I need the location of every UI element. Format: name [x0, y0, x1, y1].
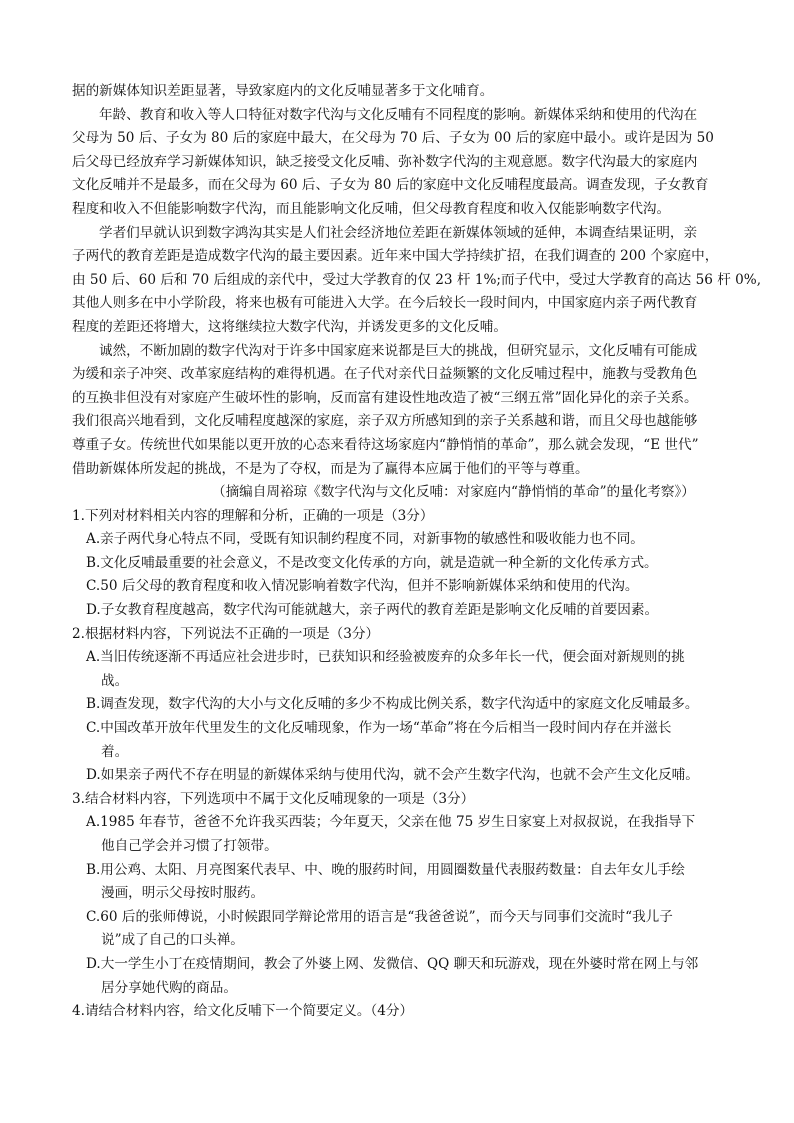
passage-line: 程度的差距还将增大，这将继续拉大数字代沟，并诱发更多的文化反哺。: [72, 318, 507, 335]
passage-paragraph: [72, 104, 724, 222]
option-a-continued: 战。: [101, 672, 129, 689]
passage-line: 父母为 50 后、子女为 80 后的家庭中最大，在父母为 70 后、子女为 00 后的家庭中最小。或许是因为 50: [72, 130, 714, 147]
passage-line: 学者们早就认识到数字鸿沟其实是人们社会经济地位差距在新媒体领域的延伸，本调查结果证明，亲: [99, 224, 698, 241]
passage-paragraph: [72, 340, 724, 482]
question-stem: 2.根据材料内容，下列说法不正确的一项是（3分）: [72, 625, 380, 642]
passage-line: 其他人则多在中小学阶段，将来也极有可能进入大学。在今后较长一段时间内，中国家庭内亲子两代教育: [72, 295, 698, 312]
option-c: C.中国改革开放年代里发生的文化反哺现象，作为一场“革命”将在今后相当一段时间内存在并滋长: [86, 720, 672, 737]
option-b: B.用公鸡、太阳、月亮图案代表早、中、晚的服药时间，用圆圈数量代表服药数量：自去年女儿手绘: [86, 861, 685, 878]
passage-line: 的互换非但没有对家庭产生破坏性的影响，反而富有建设性地改造了被“三纲五常”固化异化的亲子关系。: [72, 389, 698, 406]
exam-page: [72, 80, 762, 1024]
passage-line: 由 50 后、60 后和 70 后组成的亲代中，受过大学教育的仅 23 杆 1%;而子代中，受过大学教育的高达 56 杆 0%,: [72, 271, 762, 288]
source-citation: （摘编自周裕琼《数字代沟与文化反哺：对家庭内“静悄悄的革命”的量化考察》）: [212, 484, 695, 501]
questions-section: [72, 505, 724, 1024]
option-c: C.50 后父母的教育程度和收入情况影响着数字代沟，但并不影响新媒体采纳和使用的代沟。: [86, 578, 639, 595]
option-a: A.当旧传统逐渐不再适应社会进步时，已获知识和经验被废弃的众多年长一代，便会面对新规则的挑: [86, 649, 685, 666]
option-b: B.文化反哺最重要的社会意义，不是改变文化传承的方向，就是造就一种全新的文化传承方式。: [86, 554, 658, 571]
passage-line: 诚然，不断加剧的数字代沟对于许多中国家庭来说都是巨大的挑战，但研究显示，文化反哺有可能成: [99, 342, 698, 359]
question-3: [72, 788, 724, 1000]
option-c-continued: 说”成了自己的口头禅。: [101, 932, 244, 949]
option-c-continued: 着。: [101, 743, 129, 760]
option-b-continued: 漫画，明示父母按时服药。: [101, 885, 265, 902]
passage-line: 借助新媒体所发起的挑战，不是为了夺权，而是为了赢得本应属于他们的平等与尊重。: [72, 460, 589, 477]
option-a: A.1985 年春节，爸爸不允许我买西装；今年夏天，父亲在他 75 岁生日家宴上对叔叔说，在我指导下: [86, 814, 696, 831]
option-a: A.亲子两代身心特点不同，受既有知识制约程度不同，对新事物的敏感性和吸收能力也不同。: [86, 531, 644, 548]
option-b: B.调查发现，数字代沟的大小与文化反哺的多少不构成比例关系，数字代沟适中的家庭文化反哺最多。: [86, 696, 699, 713]
question-1: [72, 505, 724, 623]
option-d: D.如果亲子两代不存在明显的新媒体采纳与使用代沟，就不会产生数字代沟，也就不会产生文化反哺。: [86, 767, 699, 784]
reading-passage: [72, 80, 762, 505]
passage-line: 我们很高兴地看到，文化反哺程度越深的家庭，亲子双方所感知到的亲子关系越和谐，而且父母也越能够: [72, 413, 698, 430]
passage-paragraph: [72, 222, 762, 340]
passage-line: 文化反哺并不是最多，而在父母为 60 后、子女为 80 后的家庭中文化反哺程度最高。调查发现，子女教育: [72, 177, 709, 194]
question-2: [72, 623, 724, 788]
option-a-continued: 他自己学会并习惯了打领带。: [101, 838, 278, 854]
option-c: C.60 后的张师傅说，小时候跟同学辩论常用的语言是“我爸爸说”，而今天与同事们交流时“我儿子: [86, 908, 673, 925]
passage-line: 尊重子女。传统世代如果能以更开放的心态来看待这场家庭内“静悄悄的革命”，那么就会发现，“E 世代”: [72, 436, 699, 453]
question-4: [72, 1000, 724, 1024]
option-d: D.子女教育程度越高，数字代沟可能就越大，亲子两代的教育差距是影响文化反哺的首要因素。: [86, 602, 659, 619]
passage-line: 据的新媒体知识差距显著，导致家庭内的文化反哺显著多于文化哺育。: [72, 83, 494, 99]
passage-line: 年龄、教育和收入等人口特征对数字代沟与文化反哺有不同程度的影响。新媒体采纳和使用的代沟在: [99, 106, 698, 123]
question-stem: 4.请结合材料内容，给文化反哺下一个简要定义。（4分）: [72, 1003, 414, 1020]
question-stem: 3.结合材料内容，下列选项中不属于文化反哺现象的一项是（3分）: [72, 790, 475, 807]
passage-line: 程度和收入不但能影响数字代沟，而且能影响文化反哺，但父母教育程度和收入仅能影响数字代沟。: [72, 200, 671, 217]
question-stem: 1.下列对材料相关内容的理解和分析，正确的一项是（3分）: [72, 507, 434, 524]
passage-line: 子两代的教育差距是造成数字代沟的最主要因素。近年来中国大学持续扩招，在我们调查的 200 个家庭中，: [72, 248, 719, 265]
passage-line: 后父母已经放弃学习新媒体知识，缺乏接受文化反哺、弥补数字代沟的主观意愿。数字代沟最大的家庭内: [72, 153, 698, 170]
option-d-continued: 居分享她代购的商品。: [101, 979, 237, 996]
option-d: D.大一学生小丁在疫情期间，教会了外婆上网、发微信、QQ 聊天和玩游戏，现在外婆时常在网上与邻: [86, 955, 699, 972]
passage-line: 为缓和亲子冲突、改革家庭结构的难得机遇。在子代对亲代日益频繁的文化反哺过程中，施教与受教角色: [72, 366, 698, 383]
